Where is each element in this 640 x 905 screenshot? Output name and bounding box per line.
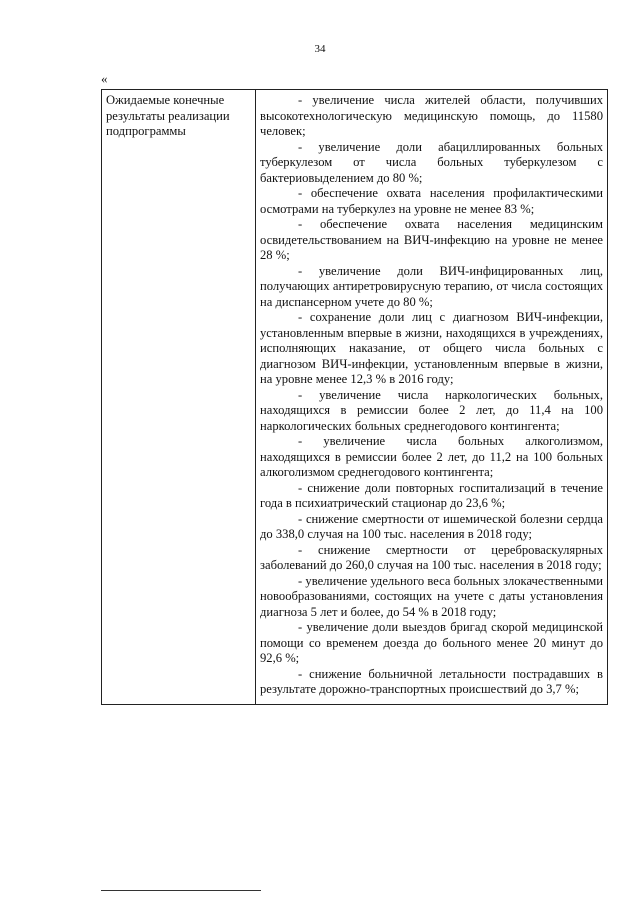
result-item: - увеличение числа больных алкоголизмом, находящихся в ремиссии более 2 лет, до 11,2 на 100 больных алкоголизмом среднегодового контингента; bbox=[260, 434, 603, 479]
results-label-cell: Ожидаемые конечные результаты реализации подпрограммы bbox=[102, 90, 256, 705]
table-row bbox=[102, 90, 608, 705]
result-item: - увеличение числа наркологических больных, находящихся в ремиссии более 2 лет, до 11,4 на 100 наркологических больных среднегодового контингента; bbox=[260, 387, 603, 433]
result-item: - обеспечение охвата населения медицинским освидетельствованием на ВИЧ-инфекцию на уровне не менее 28 %; bbox=[260, 217, 603, 262]
footnote-separator-line bbox=[101, 890, 261, 891]
program-results-table bbox=[101, 89, 608, 705]
result-item: - увеличение доли выездов бригад скорой медицинской помощи со временем доезда до больного менее 20 минут до 92,6 %; bbox=[260, 620, 603, 665]
page-number: 34 bbox=[314, 43, 326, 55]
results-content-cell bbox=[256, 90, 608, 705]
opening-quote-mark: « bbox=[101, 71, 108, 86]
result-item: - снижение смертности от цереброваскулярных заболеваний до 260,0 случая на 100 тыс. населения в 2018 году; bbox=[260, 542, 603, 572]
result-item: - снижение больничной летальности пострадавших в результате дорожно-транспортных происшествий до 3,7 %; bbox=[260, 666, 603, 696]
result-item: - увеличение числа жителей области, получивших высокотехнологическую медицинскую помощь, до 11580 человек; bbox=[260, 93, 603, 138]
result-item: - снижение доли повторных госпитализаций в течение года в психиатрический стационар до 23,6 %; bbox=[260, 480, 603, 510]
result-item: - увеличение доли абациллированных больных туберкулезом от числа больных туберкулезом с бактериовыделением до 80 %; bbox=[260, 139, 603, 185]
result-item: - сохранение доли лиц с диагнозом ВИЧ-инфекции, установленным впервые в жизни, находящихся в учреждениях, исполняющих наказание, от общего числа больных с диагнозом ВИЧ-инфекции, установленным впервые в жизни, на уровне менее 12,3 % в 2016 году; bbox=[260, 310, 603, 386]
result-item: - увеличение доли ВИЧ-инфицированных лиц, получающих антиретровирусную терапию, от числа состоящих на диспансерном учете до 80 %; bbox=[260, 263, 603, 309]
result-item: - снижение смертности от ишемической болезни сердца до 338,0 случая на 100 тыс. населения в 2018 году; bbox=[260, 511, 603, 541]
result-item: - увеличение удельного веса больных злокачественными новообразованиями, состоящих на учете с даты установления диагноза 5 лет и более, до 54 % в 2018 году; bbox=[260, 573, 603, 619]
result-item: - обеспечение охвата населения профилактическими осмотрами на туберкулез на уровне не менее 83 %; bbox=[260, 186, 603, 216]
